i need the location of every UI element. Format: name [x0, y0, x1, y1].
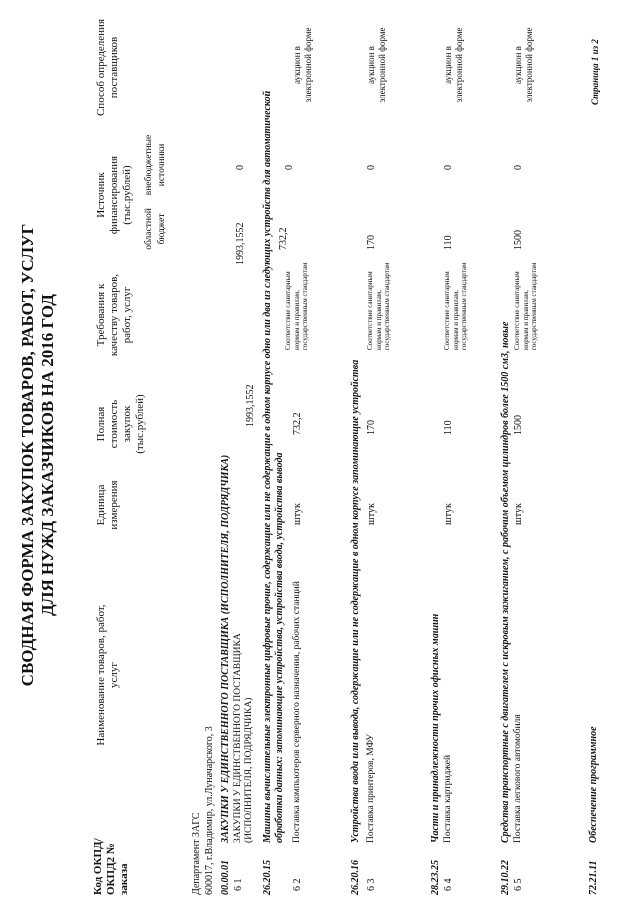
row-code: 26.20.15 [262, 860, 273, 895]
header-unit: Единица измерения [95, 480, 120, 530]
row-category-title: ЗАКУПКИ У ЕДИНСТВЕННОГО ПОСТАВЩИКА (ИСПОЛНИТЕЛЯ, ПОДРЯДЧИКА) [220, 454, 231, 843]
row-code: 26.20.16 [350, 860, 361, 895]
row-funding-extra: 0 [284, 165, 295, 170]
row-funding-extra: 0 [443, 165, 454, 170]
row-funding-regional: 732,2 [278, 227, 289, 250]
row-code: 28.23.25 [430, 860, 441, 895]
document-title-line1: СВОДНАЯ ФОРМА ЗАКУПОК ТОВАРОВ, РАБОТ, УСЛУГ [18, 223, 37, 687]
row-unit: штук [513, 503, 524, 525]
row-code: 6 3 [366, 878, 377, 891]
row-funding-extra: 0 [235, 165, 246, 170]
row-unit: штук [292, 503, 303, 525]
row-method: аукцион в электронной форме [292, 27, 313, 103]
row-name: Поставка легкового автомобиля [513, 714, 523, 843]
row-requirements: Соответствие санитарным нормам и правилам, государственным стандартам [443, 262, 468, 350]
row-name: Поставка принтеров, МФУ [366, 733, 376, 843]
row-code: 6 5 [513, 878, 524, 891]
document-title-line2: ДЛЯ НУЖД ЗАКАЗЧИКОВ НА 2016 ГОД [38, 294, 57, 616]
row-method: аукцион в электронной форме [513, 27, 534, 103]
row-funding-extra: 0 [366, 165, 377, 170]
row-funding-extra: 0 [513, 165, 524, 170]
row-requirements: Соответствие санитарным нормам и правилам, государственным стандартам [366, 262, 391, 350]
row-name: Поставка картриджей [443, 754, 453, 843]
row-funding-regional: 110 [443, 235, 454, 250]
row-total: 110 [443, 420, 454, 435]
row-method: аукцион в электронной форме [366, 27, 387, 103]
row-name: Поставка компьютеров серверного назначения, рабочих станций [292, 581, 302, 843]
row-code: 6 1 [233, 878, 244, 891]
header-funding: Источник финансирования (тыс.рублей) [95, 155, 133, 235]
header-funding-extra: внебюджетные источники [144, 134, 167, 196]
header-method: Способ определения поставщиков [95, 18, 120, 117]
row-category-title: Части и принадлежности прочих офисных машин [430, 613, 441, 843]
row-code: 29.10.22 [500, 860, 511, 895]
row-requirements: Соответствие санитарным нормам и правилам, государственным стандартам [284, 262, 309, 350]
department-address: 600017, г.Владимир, ул.Луначарского, 3 [204, 726, 215, 895]
row-total: 1993,1552 [245, 384, 256, 427]
header-total: Полная стоимость закупок (тыс.рублей) [95, 394, 146, 454]
row-code: 6 2 [292, 878, 303, 891]
row-total: 732,2 [292, 412, 303, 435]
page-number: Страница 1 из 2 [590, 39, 600, 105]
row-category-title: Средства транспортные с двигателем с искровым зажиганием, с рабочим объемом цилиндров более 1500 см3, новые [500, 321, 511, 843]
row-method: аукцион в электронной форме [443, 27, 464, 103]
row-category-title: Машины вычислительные электронные цифровые прочие, содержащие или не содержащие в одном корпусе одно или два из следующих устройств для автоматической обработки данных: запоминающие устройства, устройства ввода, устройства вывода [262, 90, 285, 843]
row-code: 6 4 [443, 878, 454, 891]
row-funding-regional: 1500 [513, 230, 524, 250]
row-unit: штук [366, 503, 377, 525]
row-total: 170 [366, 420, 377, 435]
row-code: 72.21.11 [588, 860, 599, 895]
header-name: Наименование товаров, работ, услуг [95, 604, 120, 746]
row-unit: штук [443, 503, 454, 525]
row-category-title: Устройства ввода или вывода, содержащие или не содержащие в одном корпусе запоминающие устройства [350, 359, 361, 843]
department-name: Департамент ЗАГС [191, 812, 202, 895]
row-requirements: Соответствие санитарным нормам и правилам, государственным стандартам [513, 262, 538, 350]
row-funding-regional: 1993,1552 [235, 222, 246, 265]
row-category-title: Обеспечение программное [588, 726, 599, 843]
row-name: ЗАКУПКИ У ЕДИНСТВЕННОГО ПОСТАВЩИКА (ИСПОЛНИТЕЛЯ, ПОДРЯДЧИКА) [233, 633, 254, 843]
row-total: 1500 [513, 415, 524, 435]
header-code: Код ОКПД/ ОКПД2 № заказа [92, 838, 130, 895]
row-code: 00.00.01 [220, 860, 231, 895]
header-funding-regional: областной бюджет [144, 208, 167, 250]
row-funding-regional: 170 [366, 235, 377, 250]
header-requirements: Требования к качеству товаров, работ, услуг [95, 273, 133, 357]
